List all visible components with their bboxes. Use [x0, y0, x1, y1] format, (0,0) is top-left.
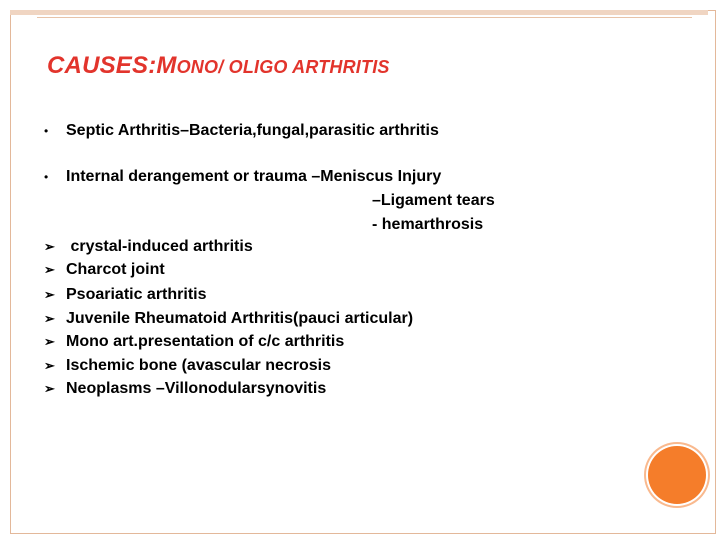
top-rule-line — [37, 17, 692, 18]
bullet-text: Internal derangement or trauma –Meniscus Injury — [66, 168, 442, 185]
arrow-item-text: Ischemic bone (avascular necrosis — [66, 357, 332, 374]
arrow-item-text: Juvenile Rheumatoid Arthritis(pauci articular) — [66, 310, 414, 327]
title-rest: ONO/ OLIGO ARTHRITIS — [176, 57, 390, 77]
arrow-item-text: Charcot joint — [66, 261, 165, 278]
arrow-item-text: crystal-induced arthritis — [66, 238, 253, 255]
arrow-item-text: Psoariatic arthritis — [66, 286, 207, 303]
arrow-bullet-icon: ➢ — [44, 358, 55, 373]
arrow-bullet-icon: ➢ — [44, 239, 55, 254]
decorative-circle-icon — [648, 446, 706, 504]
arrow-item — [44, 355, 331, 377]
arrow-item — [44, 378, 326, 400]
slide-title — [47, 52, 390, 80]
title-lead: CAUSES:M — [47, 52, 177, 79]
arrow-bullet-icon: ➢ — [44, 262, 55, 277]
arrow-item — [44, 308, 413, 330]
arrow-item-text: Neoplasms –Villonodularsynovitis — [66, 380, 327, 397]
continuation-line: –Ligament tears — [372, 192, 495, 209]
continuation-line: - hemarthrosis — [372, 216, 484, 233]
arrow-item — [44, 259, 165, 281]
arrow-item-text: Mono art.presentation of c/c arthritis — [66, 333, 345, 350]
arrow-item — [44, 236, 253, 258]
bullet-item — [44, 120, 439, 142]
arrow-bullet-icon: ➢ — [44, 311, 55, 326]
bullet-dot-icon: • — [44, 124, 49, 138]
arrow-bullet-icon: ➢ — [44, 287, 55, 302]
top-accent-bar — [10, 10, 708, 15]
arrow-item — [44, 331, 344, 353]
bullet-dot-icon: • — [44, 170, 49, 184]
arrow-bullet-icon: ➢ — [44, 381, 55, 396]
bullet-text: Septic Arthritis–Bacteria,fungal,parasitic arthritis — [66, 122, 439, 139]
arrow-bullet-icon: ➢ — [44, 334, 55, 349]
bullet-item — [44, 166, 441, 188]
arrow-item — [44, 284, 207, 306]
